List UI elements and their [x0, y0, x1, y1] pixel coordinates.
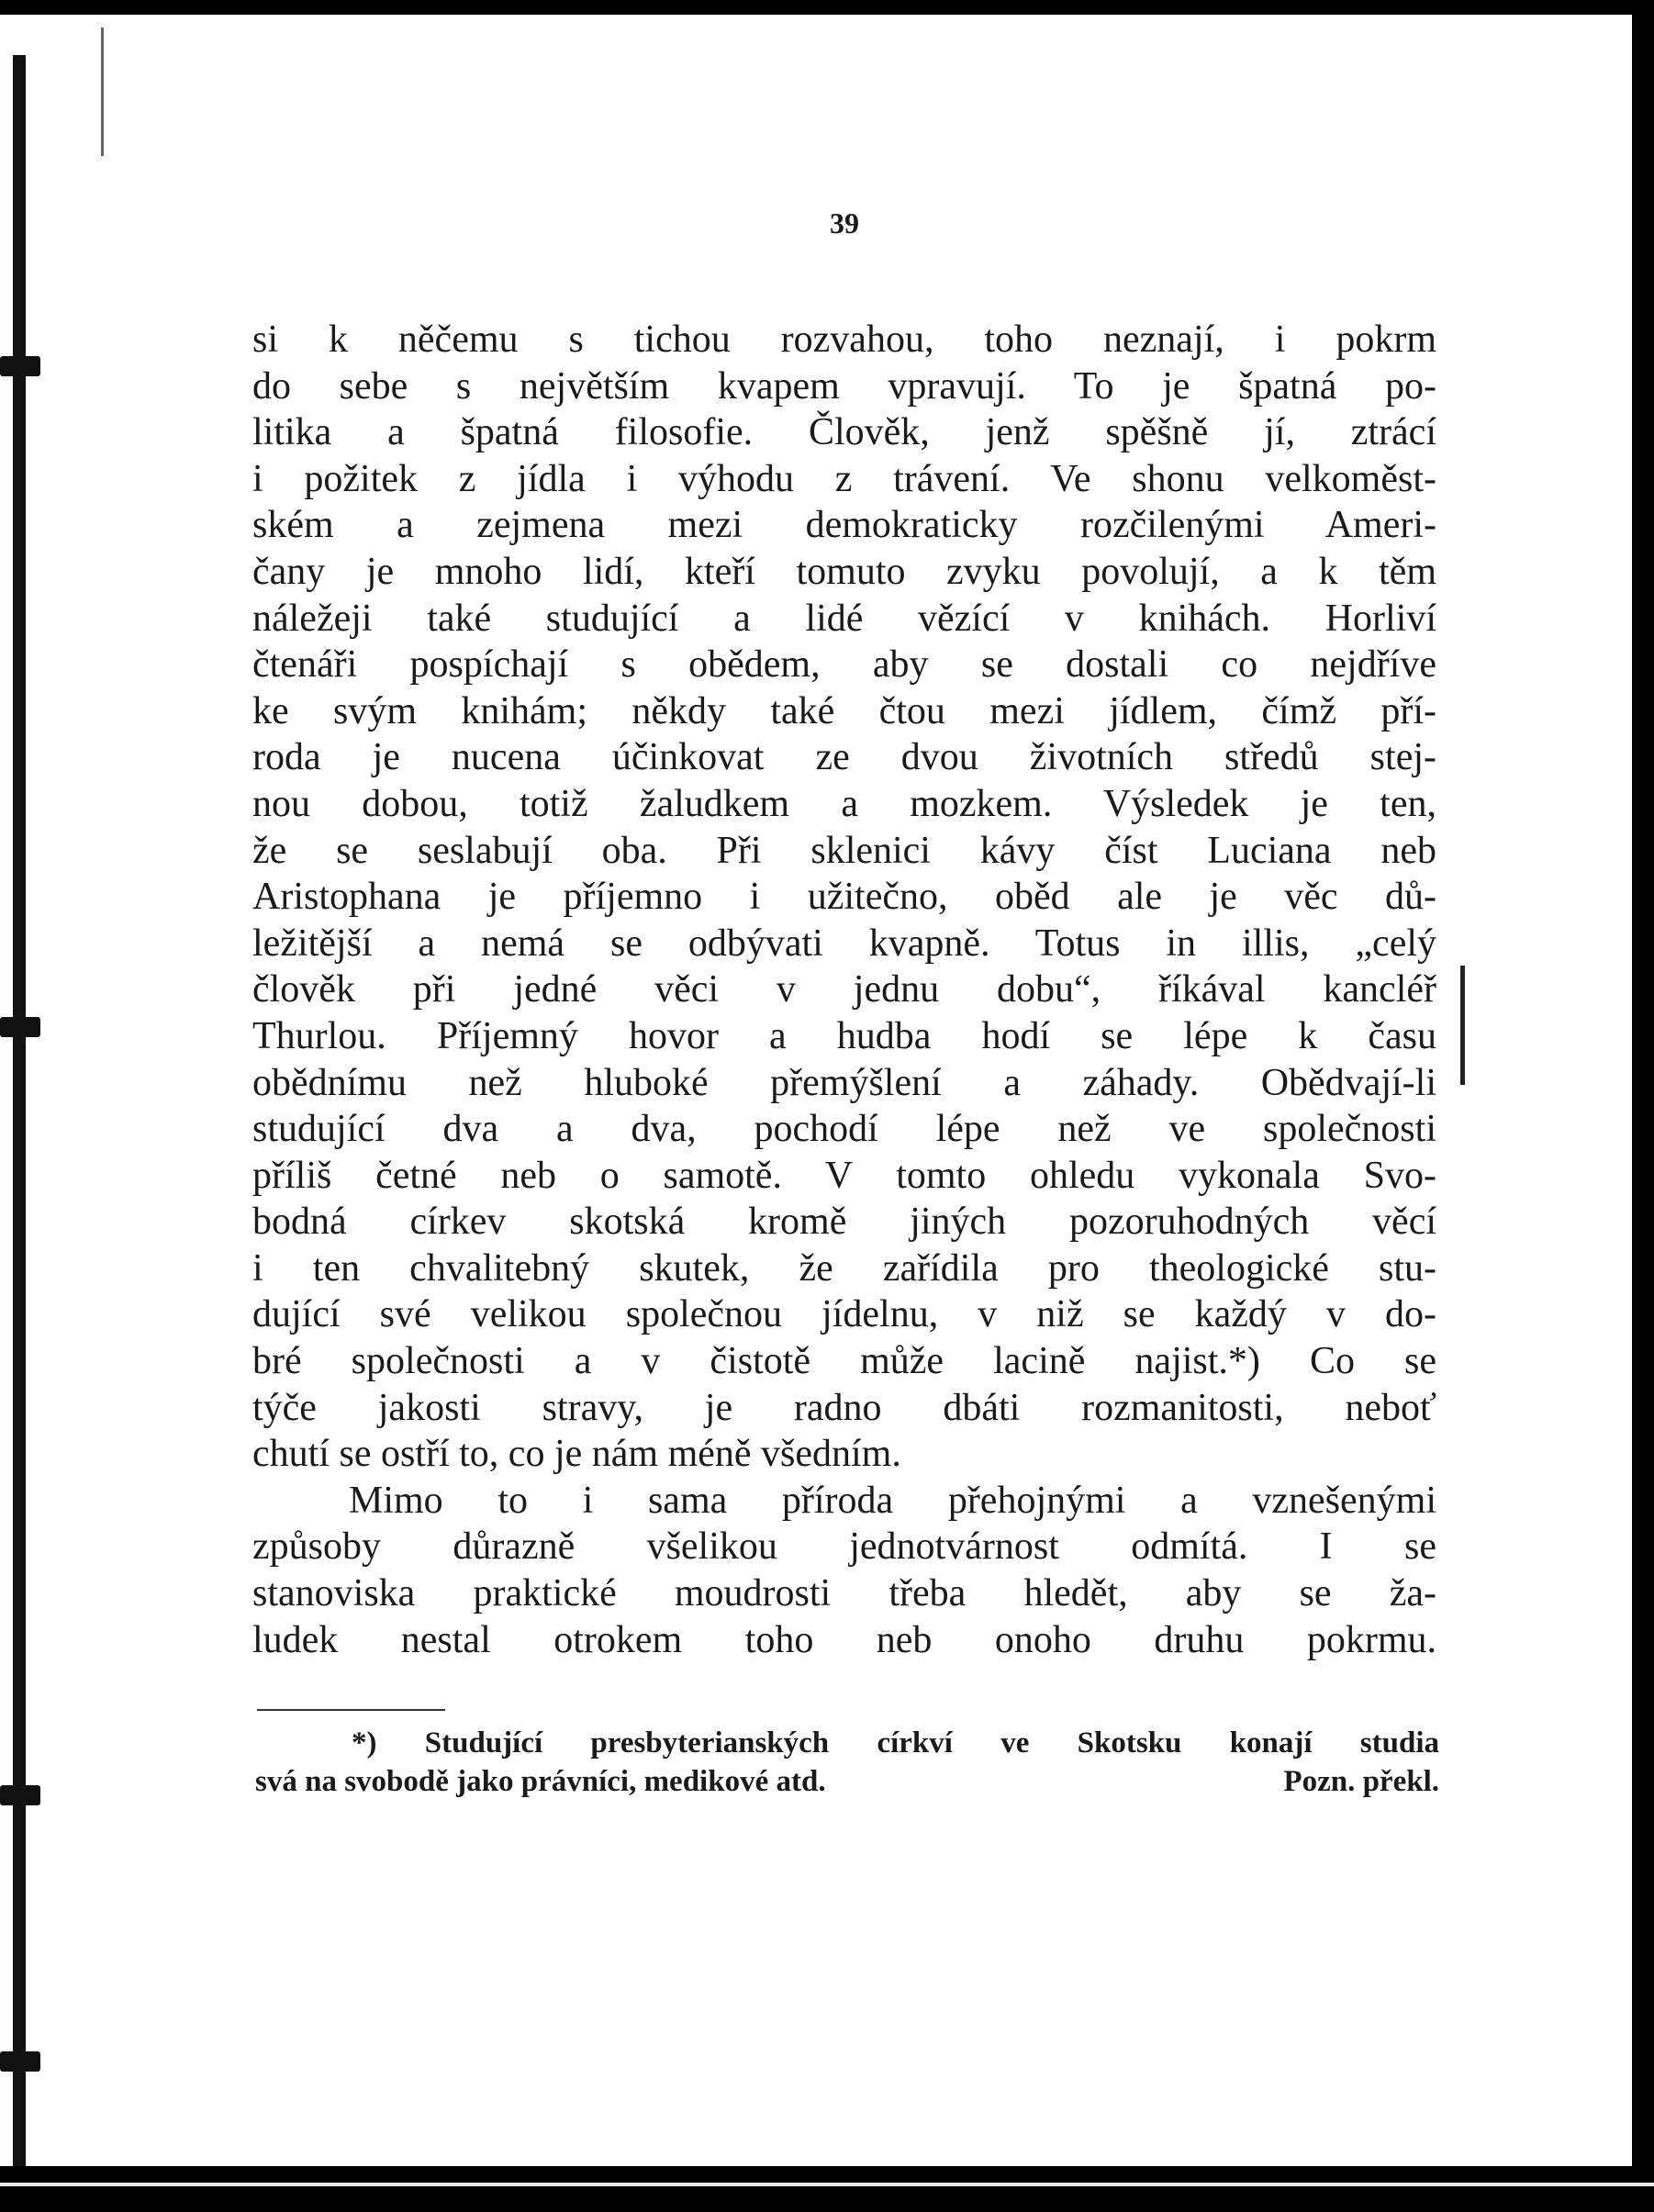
scan-edge-bottom-highlight — [0, 2183, 1654, 2186]
text-line: bodná církev skotská kromě jiných pozoruhodných věcí — [252, 1201, 1436, 1244]
binding-mark — [0, 1017, 40, 1037]
page-number: 39 — [830, 207, 859, 240]
text-line: nou dobou, totiž žaludkem a mozkem. Výsledek je ten, — [252, 782, 1436, 825]
text-line: že se seslabují oba. Při sklenici kávy číst Luciana neb — [252, 829, 1436, 872]
scan-edge-top — [0, 0, 1654, 15]
footnote — [255, 1724, 1439, 1801]
text-line: litika a špatná filosofie. Člověk, jenž spěšně jí, ztrácí — [252, 411, 1436, 454]
paragraph-first-line: Mimo to i sama příroda přehojnými a vznešenými — [349, 1479, 1436, 1522]
body-text — [252, 317, 1436, 1663]
text-line: ském a zejmena mezi demokraticky rozčilenými Ameri- — [252, 504, 1436, 547]
text-line: roda je nucena účinkovat ze dvou životních středů stej- — [252, 736, 1436, 779]
footnote-line — [255, 1762, 1439, 1801]
text-line: čany je mnoho lidí, kteří tomuto zvyku povolují, a k těm — [252, 550, 1436, 593]
text-line: ke svým knihám; někdy také čtou mezi jídlem, čímž pří- — [252, 689, 1436, 732]
footnote-text: svá na svobodě jako právníci, medikové atd. — [255, 1765, 826, 1798]
margin-mark — [101, 28, 104, 156]
margin-mark — [1460, 966, 1465, 1085]
text-line: ležitější a nemá se odbývati kvapně. Totus in illis, „celý — [252, 922, 1436, 965]
text-line: si k něčemu s tichou rozvahou, toho neznají, i pokrm — [252, 318, 1436, 361]
text-line: i požitek z jídla i výhodu z trávení. Ve shonu velkoměst- — [252, 457, 1436, 500]
text-line: Thurlou. Příjemný hovor a hudba hodí se lépe k času — [252, 1014, 1436, 1057]
text-line: i ten chvalitebný skutek, že zařídila pro theologické stu- — [252, 1246, 1436, 1290]
scan-edge-right — [1632, 0, 1654, 2212]
paragraph-last-line: chutí se ostří to, co je nám méně všedním. — [252, 1433, 901, 1476]
text-line: obědnímu než hluboké přemýšlení a záhady. Obědvají-li — [252, 1061, 1436, 1104]
text-line: příliš četné neb o samotě. V tomto ohledu vykonala Svo- — [252, 1154, 1436, 1197]
binding-mark — [0, 2051, 40, 2072]
text-line: týče jakosti stravy, je radno dbáti rozmanitosti, neboť — [252, 1386, 1436, 1429]
text-line: náležeji také studující a lidé vězící v knihách. Horliví — [252, 597, 1436, 640]
text-line: stanoviska praktické moudrosti třeba hledět, aby se ža- — [252, 1572, 1436, 1615]
text-line: ludek nestal otrokem toho neb onoho druhu pokrmu. — [252, 1618, 1436, 1661]
text-line: Aristophana je příjemno i užitečno, oběd ale je věc dů- — [252, 876, 1436, 919]
text-line: čtenáři pospíchají s obědem, aby se dostali co nejdříve — [252, 643, 1436, 687]
binding-mark — [0, 1785, 40, 1805]
scan-edge-bottom — [0, 2166, 1654, 2212]
text-line: člověk při jedné věci v jednu dobu“, říkával kancléř — [252, 968, 1436, 1011]
text-line: studující dva a dva, pochodí lépe než ve společnosti — [252, 1108, 1436, 1151]
text-line: do sebe s největším kvapem vpravují. To je špatná po- — [252, 364, 1436, 408]
footnote-line: *) Studující presbyterianských církví ve Skotsku konají studia — [352, 1726, 1439, 1760]
text-line: bré společnosti a v čistotě může lacině najist.*) Co se — [252, 1340, 1436, 1383]
binding-mark — [0, 356, 40, 376]
text-line: dující své velikou společnou jídelnu, v niž se každý v do- — [252, 1293, 1436, 1336]
text-line: způsoby důrazně všelikou jednotvárnost odmítá. I se — [252, 1525, 1436, 1569]
footnote-divider — [257, 1709, 445, 1711]
translator-note: Pozn. překl. — [1283, 1765, 1439, 1798]
